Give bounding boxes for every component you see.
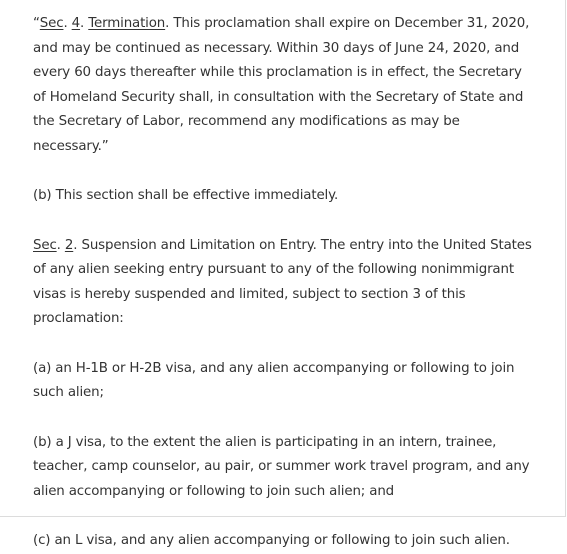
- proclamation-text: [33, 12, 538, 554]
- paragraph-gap: [33, 332, 538, 357]
- sec-dot: .: [56, 237, 65, 253]
- paragraph-text: . Suspension and Limitation on Entry. The entry into the United States of any alien seeking entry pursuant to any of the following nonimmigrant visas is hereby suspended and limited, subject to section 3 of this proclamation:: [33, 237, 532, 326]
- paragraph-gap: [33, 504, 538, 529]
- paragraph-sec-4-termination: [33, 12, 538, 159]
- paragraph-sec-2-suspension: [33, 234, 538, 332]
- sec-number: 4: [71, 16, 81, 31]
- paragraph-gap: [33, 406, 538, 431]
- paragraph-text: . This proclamation shall expire on December 31, 2020, and may be continued as necessary. Within 30 days of June 24, 2020, and every 60 days thereafter while this proclamation is in effect, the Secretary of Homeland Security shall, in consultation with the Secretary of State and the Secretary of Labor, recommend any modifications as may be necessary.”: [33, 16, 530, 154]
- paragraph-text: (b) This section shall be effective immediately.: [33, 188, 339, 203]
- paragraph-b-j-visa: [33, 431, 538, 505]
- paragraph-a-h1b: [33, 357, 538, 406]
- paragraph-text: (a) an H-1B or H-2B visa, and any alien accompanying or following to join such alien;: [33, 360, 515, 400]
- sec-number: 2: [64, 237, 74, 253]
- paragraph-b-effective: [33, 184, 538, 209]
- paragraph-c-l-visa: [33, 529, 538, 554]
- paragraph-gap: [33, 159, 538, 184]
- open-quote: “: [33, 16, 40, 31]
- sec-label: Sec: [39, 16, 64, 31]
- paragraph-text: (b) a J visa, to the extent the alien is participating in an intern, trainee, teacher, camp counselor, au pair, or summer work travel program, and any alien accompanying or following to join such alien; and: [33, 434, 530, 499]
- paragraph-text: (c) an L visa, and any alien accompanying or following to join such alien.: [33, 533, 510, 548]
- sec-dot: .: [63, 16, 72, 31]
- sec-label: Sec: [33, 237, 57, 253]
- section-heading: Termination: [88, 16, 166, 31]
- paragraph-gap: [33, 209, 538, 234]
- sec-number-dot: .: [80, 16, 89, 31]
